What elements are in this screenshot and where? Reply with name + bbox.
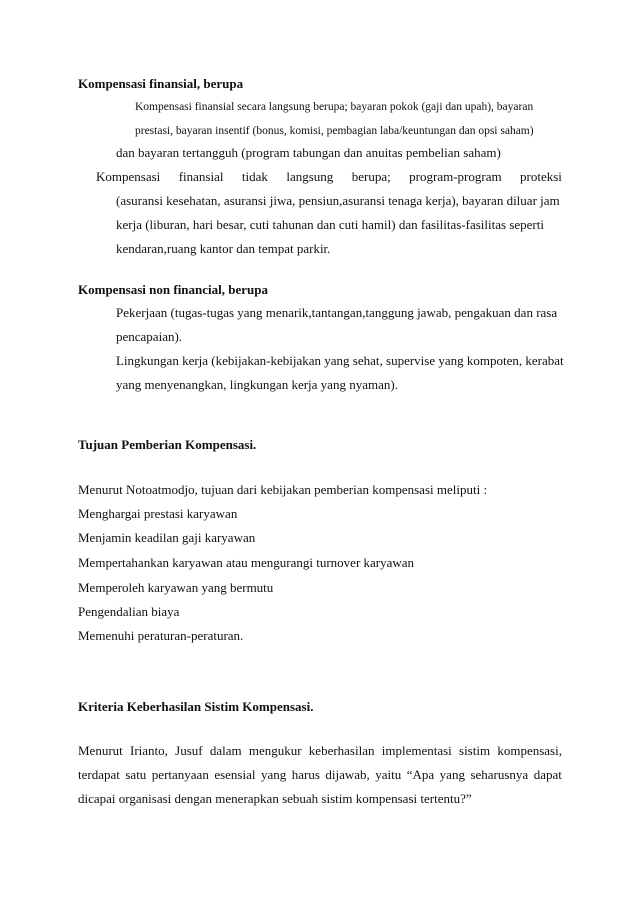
- word: Jusuf: [175, 743, 203, 758]
- nonfinancial-line-1: Pekerjaan (tugas-tugas yang menarik,tantangan,tanggung jawab, pengakuan dan rasa: [116, 305, 558, 320]
- financial-direct-line-1: Kompensasi finansial secara langsung berupa; bayaran pokok (gaji dan upah), bayaran: [135, 101, 534, 113]
- word: Menurut: [78, 743, 123, 758]
- financial-indirect-line-1: [96, 169, 562, 185]
- nonfinancial-line-3: Lingkungan kerja (kebijakan-kebijakan yang sehat, supervise yang kompoten, kerabat: [116, 353, 564, 368]
- section-heading-financial: Kompensasi finansial, berupa: [78, 76, 244, 91]
- goals-intro: Menurut Notoatmodjo, tujuan dari kebijakan pemberian kompensasi meliputi :: [78, 482, 488, 497]
- criteria-line-1: [78, 743, 562, 759]
- financial-direct-line-3: dan bayaran tertangguh (program tabungan dan anuitas pembelian saham): [116, 145, 501, 160]
- word: seharusnya: [470, 767, 529, 782]
- word: mengukur: [248, 743, 302, 758]
- word: yang: [260, 767, 287, 782]
- financial-direct-line-2: prestasi, bayaran insentif (bonus, komisi, pembagian laba/keuntungan dan opsi saham): [135, 125, 534, 137]
- word: proteksi: [520, 169, 562, 184]
- goals-item: Memperoleh karyawan yang bermutu: [78, 580, 274, 595]
- word: berupa;: [351, 169, 391, 184]
- financial-indirect-line-4: kendaran,ruang kantor dan tempat parkir.: [116, 241, 331, 256]
- word: yaitu: [375, 767, 402, 782]
- financial-indirect-line-3: kerja (liburan, hari besar, cuti tahunan dan cuti hamil) dan fasilitas-fasilitas seperti: [116, 217, 544, 232]
- word: satu: [125, 767, 147, 782]
- word: dijawab,: [325, 767, 370, 782]
- word: Kompensasi: [96, 169, 161, 184]
- section-heading-criteria: Kriteria Keberhasilan Sistim Kompensasi.: [78, 699, 314, 714]
- criteria-line-2: [78, 767, 562, 783]
- word: sistim: [459, 743, 491, 758]
- word: dapat: [533, 767, 562, 782]
- word: kompensasi,: [497, 743, 562, 758]
- goals-item: Menghargai prestasi karyawan: [78, 506, 238, 521]
- section-heading-goals: Tujuan Pemberian Kompensasi.: [78, 437, 257, 452]
- word: keberhasilan: [308, 743, 375, 758]
- nonfinancial-line-2: pencapaian).: [116, 329, 183, 344]
- word: harus: [291, 767, 320, 782]
- word: pertanyaan: [151, 767, 209, 782]
- word: langsung: [286, 169, 334, 184]
- word: “Apa: [406, 767, 435, 782]
- financial-indirect-line-2: (asuransi kesehatan, asuransi jiwa, pensiun,asuransi tenaga kerja), bayaran diluar jam: [116, 193, 560, 208]
- word: Irianto,: [130, 743, 168, 758]
- word: implementasi: [381, 743, 452, 758]
- criteria-line-3: dicapai organisasi dengan menerapkan sebuah sistim kompensasi tertentu?”: [78, 791, 472, 806]
- word: program-program: [409, 169, 502, 184]
- goals-item: Memenuhi peraturan-peraturan.: [78, 628, 244, 643]
- word: tidak: [241, 169, 268, 184]
- word: yang: [439, 767, 465, 782]
- word: esensial: [214, 767, 256, 782]
- section-heading-nonfinancial: Kompensasi non financial, berupa: [78, 282, 268, 297]
- word: dalam: [209, 743, 242, 758]
- word: finansial: [178, 169, 224, 184]
- goals-item: Pengendalian biaya: [78, 604, 180, 619]
- word: terdapat: [78, 767, 120, 782]
- goals-item: Mempertahankan karyawan atau mengurangi turnover karyawan: [78, 555, 415, 570]
- goals-item: Menjamin keadilan gaji karyawan: [78, 530, 256, 545]
- nonfinancial-line-4: yang menyenangkan, lingkungan kerja yang nyaman).: [116, 377, 398, 392]
